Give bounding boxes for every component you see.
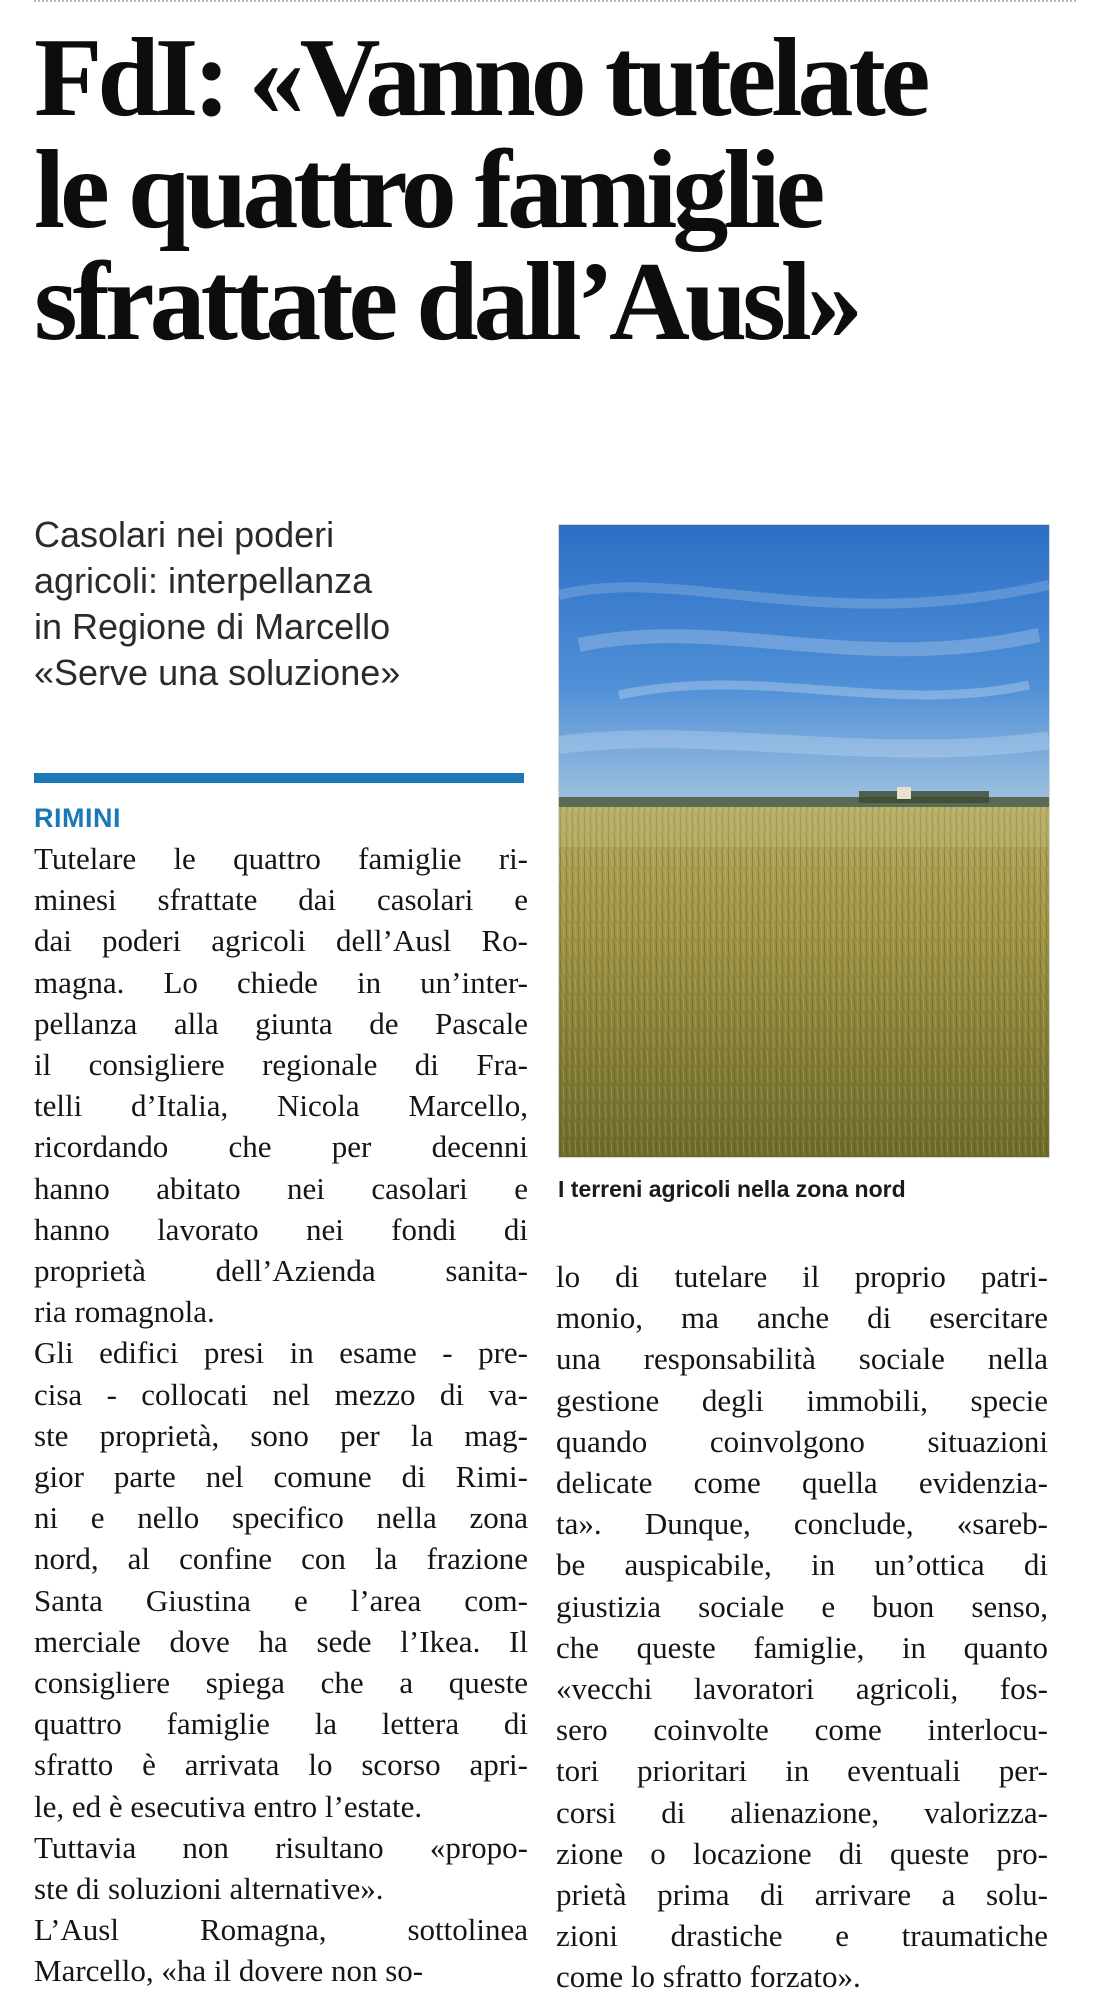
body-line: zione o locazione di queste pro- — [556, 1835, 1048, 1871]
top-dotted-rule — [34, 0, 1076, 2]
body-line: «vecchi lavoratori agricoli, fos- — [556, 1671, 1048, 1707]
body-line: quando coinvolgono situazioni — [556, 1423, 1048, 1459]
body-line: quattro famiglie la lettera di — [34, 1706, 528, 1742]
body-line: telli d’Italia, Nicola Marcello, — [34, 1088, 528, 1124]
article-headline — [34, 16, 1084, 364]
body-line: ta». Dunque, conclude, «sareb- — [556, 1506, 1048, 1542]
subheadline-line-3: in Regione di Marcello — [34, 606, 391, 647]
body-line: Gli edifici presi in esame - pre- — [34, 1335, 528, 1371]
body-line: una responsabilità sociale nella — [556, 1341, 1048, 1377]
body-line: magna. Lo chiede in un’inter- — [34, 964, 528, 1000]
body-line: ste proprietà, sono per la mag- — [34, 1417, 528, 1453]
body-line: hanno abitato nei casolari e — [34, 1170, 528, 1206]
body-line: sero coinvolte come interlocu- — [556, 1712, 1048, 1748]
body-line: ria romagnola. — [34, 1294, 215, 1330]
body-line: Tutelare le quattro famiglie ri- — [34, 841, 528, 876]
body-column-left — [34, 838, 528, 1992]
body-line: prietà prima di arrivare a solu- — [556, 1877, 1048, 1913]
body-line: lo di tutelare il proprio patri- — [556, 1259, 1048, 1294]
article-subheadline — [34, 512, 534, 696]
body-line: ricordando che per decenni — [34, 1129, 528, 1165]
body-line: le, ed è esecutiva entro l’estate. — [34, 1788, 423, 1824]
body-line: proprietà dell’Azienda sanita- — [34, 1253, 528, 1289]
body-line: ste di soluzioni alternative». — [34, 1871, 384, 1907]
headline-line-1: FdI: «Vanno tutelate — [34, 16, 926, 140]
body-line: zioni drastiche e traumatiche — [556, 1918, 1048, 1954]
body-line: il consigliere regionale di Fra- — [34, 1047, 528, 1083]
body-line: corsi di alienazione, valorizza- — [556, 1794, 1048, 1830]
photo-caption: I terreni agricoli nella zona nord — [558, 1176, 906, 1202]
body-line: be auspicabile, in un’ottica di — [556, 1547, 1048, 1583]
body-line: gior parte nel comune di Rimi- — [34, 1459, 528, 1495]
subheadline-line-4: «Serve una soluzione» — [34, 652, 401, 693]
body-line: Tuttavia non risultano «propo- — [34, 1829, 528, 1865]
body-line: consigliere spiega che a queste — [34, 1665, 528, 1701]
body-line: monio, ma anche di esercitare — [556, 1300, 1048, 1336]
body-line: Santa Giustina e l’area com- — [34, 1582, 528, 1618]
body-line: minesi sfrattate dai casolari e — [34, 882, 528, 918]
body-column-right — [556, 1256, 1048, 1998]
body-line: che queste famiglie, in quanto — [556, 1629, 1048, 1665]
body-line: nord, al confine con la frazione — [34, 1541, 528, 1577]
body-line: gestione degli immobili, specie — [556, 1382, 1048, 1418]
wheat-field-image — [559, 525, 1049, 1157]
body-line: come lo sfratto forzato». — [556, 1959, 861, 1995]
body-line: pellanza alla giunta de Pascale — [34, 1005, 528, 1041]
dateline: RIMINI — [34, 803, 121, 833]
body-line: cisa - collocati nel mezzo di va- — [34, 1376, 528, 1412]
body-line: L’Ausl Romagna, sottolinea — [34, 1912, 528, 1948]
subheadline-line-2: agricoli: interpellanza — [34, 560, 373, 601]
body-line: delicate come quella evidenzia- — [556, 1465, 1048, 1501]
body-line: tori prioritari in eventuali per- — [556, 1753, 1048, 1789]
body-line: sfratto è arrivata lo scorso apri- — [34, 1747, 528, 1783]
headline-line-3: sfrattate dall’Ausl» — [34, 240, 858, 364]
headline-line-2: le quattro famiglie — [34, 128, 821, 252]
body-line: dai poderi agricoli dell’Ausl Ro- — [34, 923, 528, 959]
section-divider — [34, 773, 524, 783]
subheadline-line-1: Casolari nei poderi — [34, 514, 335, 555]
body-line: hanno lavorato nei fondi di — [34, 1211, 528, 1247]
body-line: merciale dove ha sede l’Ikea. Il — [34, 1623, 528, 1659]
body-line: Marcello, «ha il dovere non so- — [34, 1953, 424, 1989]
body-line: giustizia sociale e buon senso, — [556, 1588, 1048, 1624]
body-line: ni e nello specifico nella zona — [34, 1500, 528, 1536]
article-photo — [558, 524, 1050, 1158]
